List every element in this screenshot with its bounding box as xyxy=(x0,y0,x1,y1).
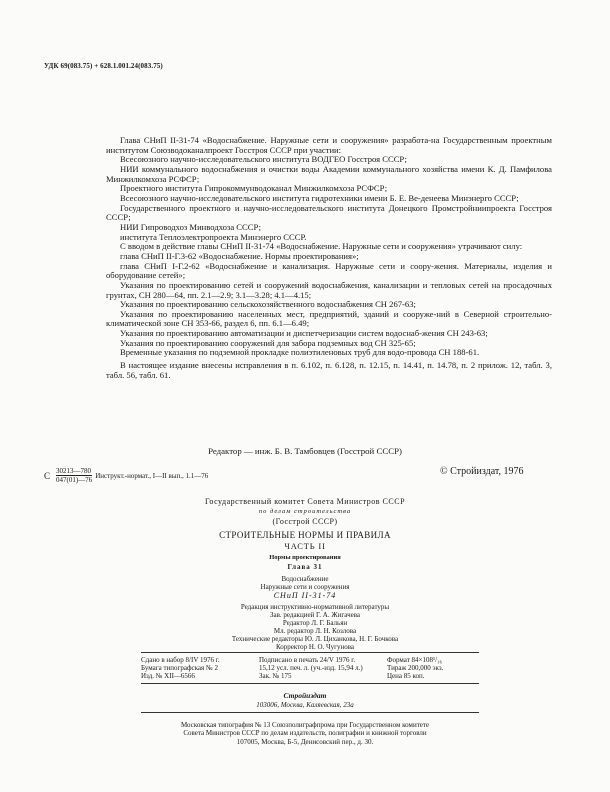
superseded-item: глава СНиП I-Г.2-62 «Водоснабжение и канализация. Наружные сети и соору-жения. Материалы, изделия и оборудование сетей»; xyxy=(106,260,552,281)
superseded-item: Указания по проектированию сельскохозяйственного водоснабжения СН 267-63; xyxy=(120,299,416,310)
divider xyxy=(141,712,479,713)
credit-line: Редактор Л. Г. Бальян xyxy=(282,619,348,628)
superseded-item: глава СНиП II-Г.3-62 «Водоснабжение. Нормы проектирования»; xyxy=(120,250,359,261)
superseded-item: Временные указания по подземной прокладке полиэтиленовых труб для водо-провода СН 188-61. xyxy=(120,347,480,358)
imprint-gosstroy: (Госстрой СССР) xyxy=(272,517,338,526)
contributor-item: Всесоюзного научно-исследовательского института ВОДГЕО Госстроя СССР; xyxy=(120,154,407,165)
publication-cell: Формат 84×108¹/₁₆ xyxy=(387,656,442,664)
catalog-code xyxy=(44,467,208,484)
publication-row xyxy=(141,656,479,664)
printer-line: Совета Министров СССР по делам издательств, полиграфии и книжной торговли xyxy=(183,729,427,738)
imprint-part: ЧАСТЬ II xyxy=(284,541,326,551)
editor-credit: Редактор — инж. Б. В. Тамбовцев (Госстрой СССР) xyxy=(208,446,402,456)
printer-info xyxy=(105,721,505,746)
publication-cell: Цена 85 коп. xyxy=(387,672,425,681)
printer-line: Московская типография № 13 Союзполиграфпрома при Государственном комитете xyxy=(180,721,430,729)
publisher-name: Стройиздат xyxy=(283,691,327,700)
publication-cell: 15,12 усл. печ. л. (уч.-изд. 15,94 л.) xyxy=(259,664,363,673)
catalog-tail: Инструкт.-нормат., I—II вып., 1.1—76 xyxy=(95,471,209,480)
supersession-intro: С вводом в действие главы СНиП II-31-74 «Водоснабжение. Наружные сети и сооружения» утрачивают силу: xyxy=(120,241,523,252)
copyright-notice: © Стройиздат, 1976 xyxy=(440,466,524,477)
contributor-item: Государственного проектного и научно-исследовательского института Донецкого Промстройниипроекта Госстроя СССР; xyxy=(106,202,552,223)
imprint-code: СНиП II-31-74 xyxy=(273,591,337,600)
superseded-item: Указания по проектированию сооружений для забора подземных вод СН 325-65; xyxy=(120,337,416,348)
publication-row xyxy=(141,664,479,672)
contributors-block xyxy=(106,136,552,380)
imprint-committee-sub: по делам строительства xyxy=(258,508,352,515)
imprint-topic: Водоснабжение xyxy=(281,575,329,583)
udk-code: УДК 69(083.75) + 628.1.001.24(083.75) xyxy=(44,62,163,70)
contributor-item: НИИ Гипроводхоз Минводхоза СССР; xyxy=(120,221,261,232)
credit-line: Корректор Н. О. Чугунова xyxy=(275,643,355,652)
catalog-fraction xyxy=(56,467,92,484)
contributor-item: НИИ коммунального водоснабжения и очистки воды Академии коммунального хозяйства имени К. Д. Памфилова Минжилкомхоза РСФСР; xyxy=(106,163,552,184)
publication-row xyxy=(141,672,479,680)
contributors-intro: Глава СНиП II-31-74 «Водоснабжение. Наружные сети и сооружения» разработа-на Государственным проектным институтом Союзводоканалпроект Госстроя СССР при участии: xyxy=(106,135,552,155)
publication-cell: Сдано в набор 8/IV 1976 г. xyxy=(141,656,220,664)
imprint-norms: Нормы проектирования xyxy=(269,554,341,561)
amendments-note: В настоящее издание внесены исправления в п. 6.102, п. 6.128, п. 12.15, п. 14.41, п. 14.78, п. 2 прилож. 12, табл. 3, табл. 56, табл. 61. xyxy=(106,360,552,380)
publication-cell: Тираж 200,000 экз. xyxy=(387,664,444,673)
editorial-credits xyxy=(150,603,480,652)
imprint-committee: Государственный комитет Совета Министров СССР xyxy=(204,497,406,506)
publication-details xyxy=(141,652,479,684)
publication-cell: Зак. № 175 xyxy=(259,672,292,681)
publisher-address: 103006, Москва, Каляевская, 23а xyxy=(256,701,354,709)
superseded-item: Указания по проектированию автоматизации и диспетчеризации систем водоснаб-жения СН 243-63; xyxy=(120,328,488,339)
imprint-series-title: СТРОИТЕЛЬНЫЕ НОРМЫ И ПРАВИЛА xyxy=(219,530,391,540)
credit-line: Мл. редактор Л. Н. Козлова xyxy=(273,627,357,636)
publication-cell: Бумага типографская № 2 xyxy=(141,664,218,673)
contributor-item: Всесоюзного научно-исследовательского института гидротехники имени Б. Е. Ве-денеева Минэнерго СССР; xyxy=(120,192,519,203)
publication-cell: Подписано в печать 24/V 1976 г. xyxy=(259,656,356,664)
superseded-item: Указания по проектированию населенных мест, предприятий, зданий и сооруже-ний в Северной строительно-климатической зоне СН 353-66, раздел 6, пп. 6.1—6.49; xyxy=(106,308,552,329)
imprint-subtopic: Наружные сети и сооружения xyxy=(260,583,350,591)
credit-line: Редакция инструктивно-нормативной литературы xyxy=(240,603,390,611)
credit-line: Зав. редакцией Г. А. Жигачева xyxy=(269,611,361,620)
catalog-letter: С xyxy=(44,470,51,481)
catalog-denominator: 047(01)—76 xyxy=(56,476,93,484)
printer-line: 107005, Москва, Б-5, Денисовский пер., д. 30. xyxy=(236,737,374,746)
credit-line: Технические редакторы Ю. Л. Циханкова, Н. Г. Бочкова xyxy=(231,635,399,644)
publication-cell: Изд. № XII—6566 xyxy=(141,672,195,681)
contributor-item: института Теплоэлектропроекта Минэнерго СССР. xyxy=(120,231,307,242)
imprint-chapter: Глава 31 xyxy=(287,563,323,571)
superseded-item: Указания по проектированию сетей и сооружений водоснабжения, канализации и тепловых сетей на просадочных грунтах, СН 280—64, пп. 2.1—2.9; 3.1—3.28; 4.1—4.15; xyxy=(106,279,552,300)
contributor-item: Проектного института Гипрокоммунводоканал Минжилкомхоза РСФСР; xyxy=(120,183,388,194)
catalog-numerator: 30213—780 xyxy=(56,467,92,475)
